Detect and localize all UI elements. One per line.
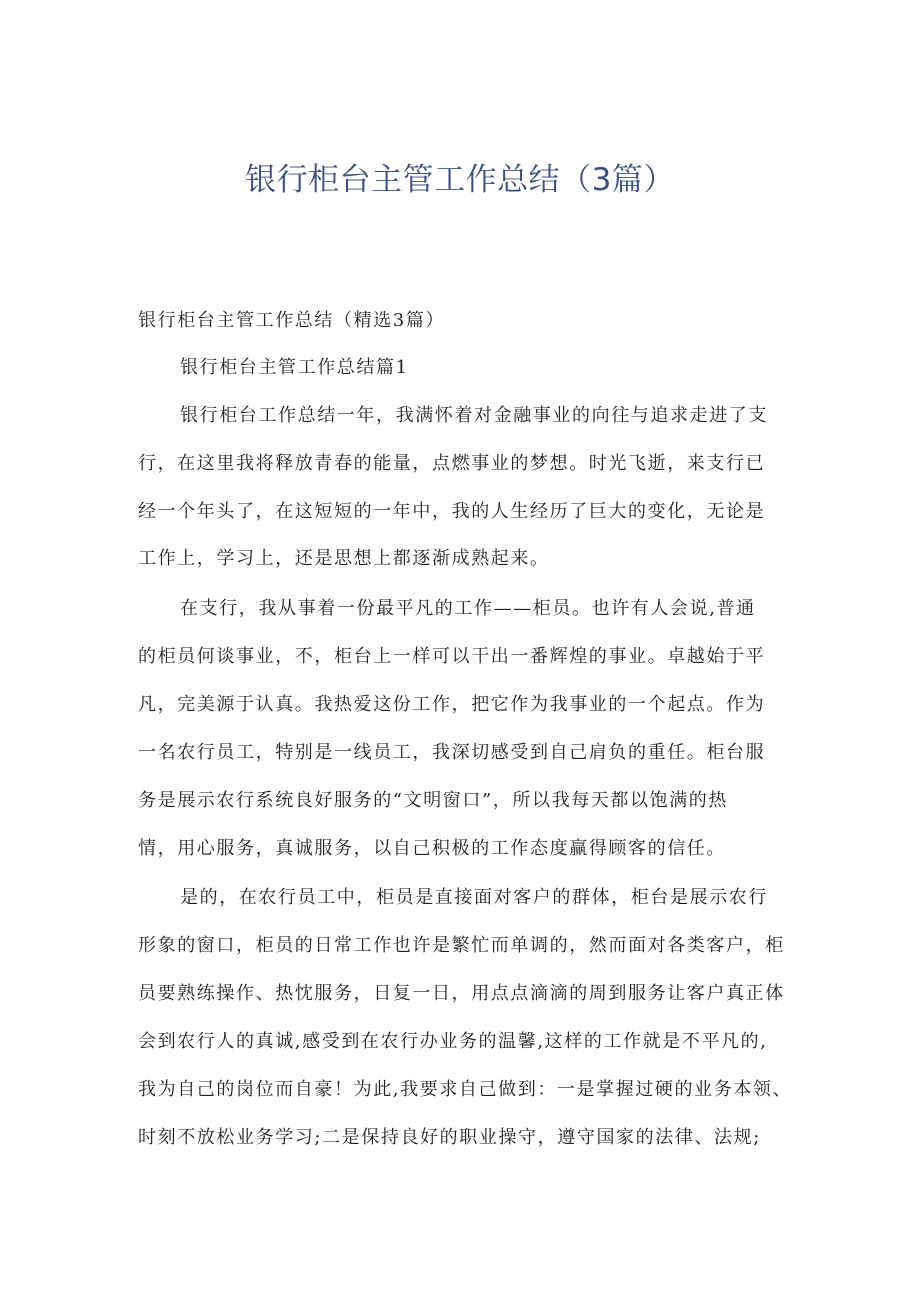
text-line: 会到农行人的真诚,感受到在农行办业务的温馨,这样的工作就是不平凡的,	[138, 1031, 768, 1052]
text-line: 时刻不放松业务学习;二是保持良好的职业操守，遵守国家的法律、法规;	[138, 1127, 761, 1148]
document-subtitle: 银行柜台主管工作总结（精选3篇）	[138, 310, 446, 331]
text-line: 务是展示农行系统良好服务的“文明窗口”，所以我每天都以饱满的热	[138, 790, 729, 811]
document-title: 银行柜台主管工作总结（3篇）	[245, 162, 675, 198]
text-line: 银行柜台工作总结一年，我满怀着对金融事业的向往与追求走进了支	[180, 405, 768, 426]
text-line: 经一个年头了，在这短短的一年中，我的人生经历了巨大的变化，无论是	[138, 501, 766, 522]
text-line: 行，在这里我将释放青春的能量，点燃事业的梦想。时光飞逝，来支行已	[138, 453, 766, 474]
text-line: 情，用心服务，真诚服务，以自己积极的工作态度赢得顾客的信任。	[138, 838, 726, 859]
text-line: 在支行，我从事着一份最平凡的工作——柜员。也许有人会说,普通	[180, 598, 756, 619]
text-line: 员要熟练操作、热忱服务，日复一日，用点点滴滴的周到服务让客户真正体	[138, 983, 785, 1004]
text-line: 是的，在农行员工中，柜员是直接面对客户的群体，柜台是展示农行	[180, 887, 768, 908]
section-heading: 银行柜台主管工作总结篇1	[180, 357, 409, 378]
text-line: 的柜员何谈事业，不，柜台上一样可以干出一番辉煌的事业。卓越始于平	[138, 646, 766, 667]
text-line: 工作上，学习上，还是思想上都逐渐成熟起来。	[138, 548, 550, 569]
text-line: 一名农行员工，特别是一线员工，我深切感受到自己肩负的重任。柜台服	[138, 742, 766, 763]
text-line: 凡，完美源于认真。我热爱这份工作，把它作为我事业的一个起点。作为	[138, 694, 766, 715]
text-line: 我为自己的岗位而自豪！为此,我要求自己做到：一是掌握过硬的业务本领、	[138, 1079, 793, 1100]
text-line: 形象的窗口，柜员的日常工作也许是繁忙而单调的，然而面对各类客户，柜	[138, 935, 785, 956]
